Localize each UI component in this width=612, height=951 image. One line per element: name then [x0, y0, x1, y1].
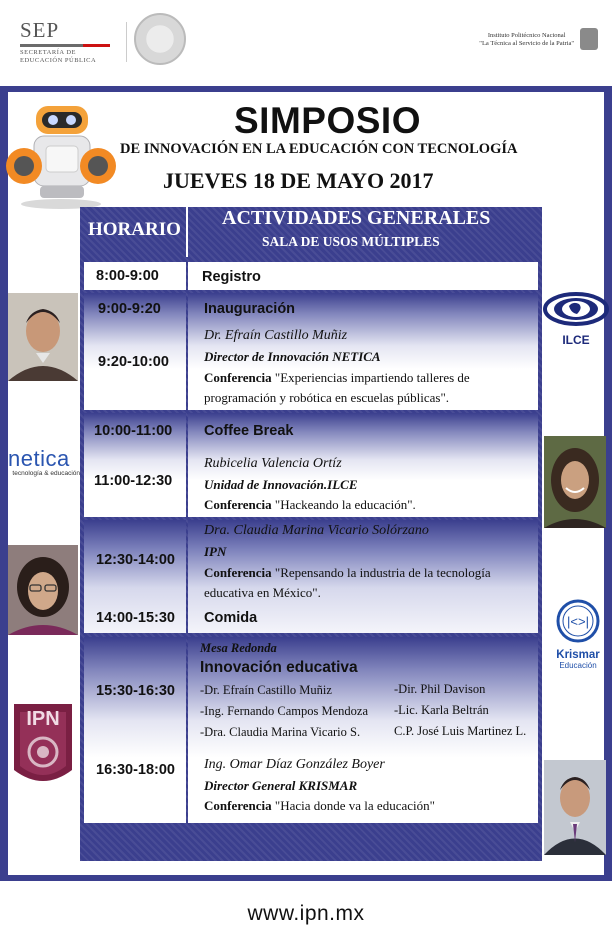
conference-title-cont: educativa en México". [204, 585, 321, 600]
speaker-role: IPN [204, 544, 227, 559]
mexico-seal-icon [134, 13, 186, 65]
conference-label: Conferencia [204, 565, 272, 580]
schedule-row [84, 293, 538, 410]
activity-cell [188, 520, 538, 633]
activity-cell [188, 262, 538, 290]
time-label: 15:30-16:30 [96, 683, 175, 699]
speaker-role: Director de Innovación NETICA [204, 349, 381, 364]
speaker-photo [544, 760, 606, 855]
footer-url[interactable]: www.ipn.mx [247, 902, 365, 925]
ipn-logo [8, 700, 78, 794]
panelist: -Dir. Phil Davison [394, 682, 486, 696]
sep-logo-line2: EDUCACIÓN PÚBLICA [20, 57, 97, 64]
activity-cell [188, 293, 538, 410]
schedule-header-horario: HORARIO [88, 219, 181, 240]
activity-cell [188, 413, 538, 517]
speaker-name: Dra. Claudia Marina Vicario Solórzano [204, 523, 429, 538]
speaker-photo [544, 436, 606, 528]
panelist: C.P. José Luis Martinez L. [394, 724, 527, 738]
speaker-photo [8, 545, 78, 635]
sep-logo-bar [20, 44, 110, 47]
schedule-header-sala: SALA DE USOS MÚLTIPLES [262, 234, 440, 249]
time-label: 16:30-18:00 [96, 762, 175, 778]
speaker-name: Rubicelia Valencia Ortíz [204, 456, 342, 471]
sep-logo-word: SEP [20, 18, 60, 42]
panelist: -Dr. Efraín Castillo Muñiz [200, 683, 332, 697]
header-divider [126, 22, 127, 62]
panelist: -Ing. Fernando Campos Mendoza [200, 704, 369, 718]
speaker-photo [8, 293, 78, 381]
speaker-role: Director General KRISMAR [204, 778, 358, 793]
netica-logo-text: netica [8, 446, 70, 471]
ipn-header-text [479, 32, 574, 48]
sep-logo-line1: SECRETARÍA DE [20, 49, 76, 56]
conference-line [204, 370, 470, 386]
svg-text:|<>|: |<>| [567, 614, 589, 629]
ipn-header-line2: "La Técnica al Servicio de la Patria" [479, 40, 574, 47]
activity-label: Coffee Break [204, 423, 294, 439]
krismar-logo [548, 598, 608, 672]
ipn-emblem-icon [580, 28, 598, 50]
robot-icon [6, 100, 116, 212]
conference-label: Conferencia [204, 497, 272, 512]
ilce-logo [543, 292, 609, 347]
netica-logo [8, 448, 80, 484]
panel-label: Mesa Redonda [200, 641, 277, 655]
schedule-row [84, 637, 538, 823]
panelist: -Lic. Karla Beltrán [394, 703, 489, 717]
time-label: 9:00-9:20 [98, 301, 161, 317]
panel-title: Innovación educativa [200, 659, 358, 676]
conference-label: Conferencia [204, 798, 272, 813]
conference-title: "Hacia donde va la educación" [274, 798, 435, 813]
time-label: 12:30-14:00 [96, 552, 175, 568]
event-title: SIMPOSIO [234, 100, 421, 141]
speaker-name: Ing. Omar Díaz González Boyer [204, 757, 385, 772]
page-header [0, 0, 612, 86]
schedule-row [84, 413, 538, 517]
netica-logo-sub: tecnología & educación [12, 470, 80, 477]
ipn-header-line1: Instituto Politécnico Nacional [487, 32, 566, 39]
conference-line [204, 497, 416, 513]
activity-label: Registro [202, 269, 261, 285]
activity-cell [188, 637, 538, 823]
conference-title: "Repensando la industria de la tecnología [274, 565, 491, 580]
krismar-logo-text: Krismar [556, 649, 600, 661]
event-subtitle: DE INNOVACIÓN EN LA EDUCACIÓN CON TECNOLOGÍA [120, 141, 518, 157]
schedule-row [84, 520, 538, 633]
time-label: 8:00-9:00 [96, 268, 159, 284]
conference-title: "Experiencias impartiendo talleres de [274, 370, 470, 385]
schedule-row [84, 262, 538, 290]
conference-label: Conferencia [204, 370, 272, 385]
event-date: JUEVES 18 DE MAYO 2017 [163, 168, 434, 193]
ilce-logo-text: ILCE [562, 333, 590, 347]
schedule-header-actividades: ACTIVIDADES GENERALES [222, 207, 491, 229]
time-cell [84, 293, 186, 410]
krismar-emblem-icon [548, 598, 608, 644]
schedule-header-divider [186, 207, 188, 257]
conference-title: "Hackeando la educación". [274, 497, 416, 512]
panelist: -Dra. Claudia Marina Vicario S. [200, 725, 361, 739]
activity-label: Inauguración [204, 301, 296, 317]
conference-line [204, 565, 491, 581]
time-cell [84, 262, 186, 290]
time-label: 9:20-10:00 [98, 354, 169, 370]
sep-logo [20, 18, 120, 65]
speaker-role: Unidad de Innovación.ILCE [204, 477, 358, 492]
time-label: 11:00-12:30 [94, 473, 173, 489]
time-cell [84, 413, 186, 517]
time-cell [84, 637, 186, 823]
conference-line [204, 798, 435, 814]
krismar-logo-sub: Educación [559, 661, 597, 670]
activity-label: Comida [204, 610, 258, 626]
time-cell [84, 520, 186, 633]
time-label: 14:00-15:30 [96, 610, 175, 626]
time-label: 10:00-11:00 [94, 423, 173, 439]
speaker-name: Dr. Efraín Castillo Muñiz [204, 328, 348, 343]
ilce-globe-icon [543, 292, 609, 326]
ipn-logo-text: IPN [26, 708, 60, 730]
conference-title-cont: programación y robótica en escuelas públicas". [204, 390, 449, 405]
